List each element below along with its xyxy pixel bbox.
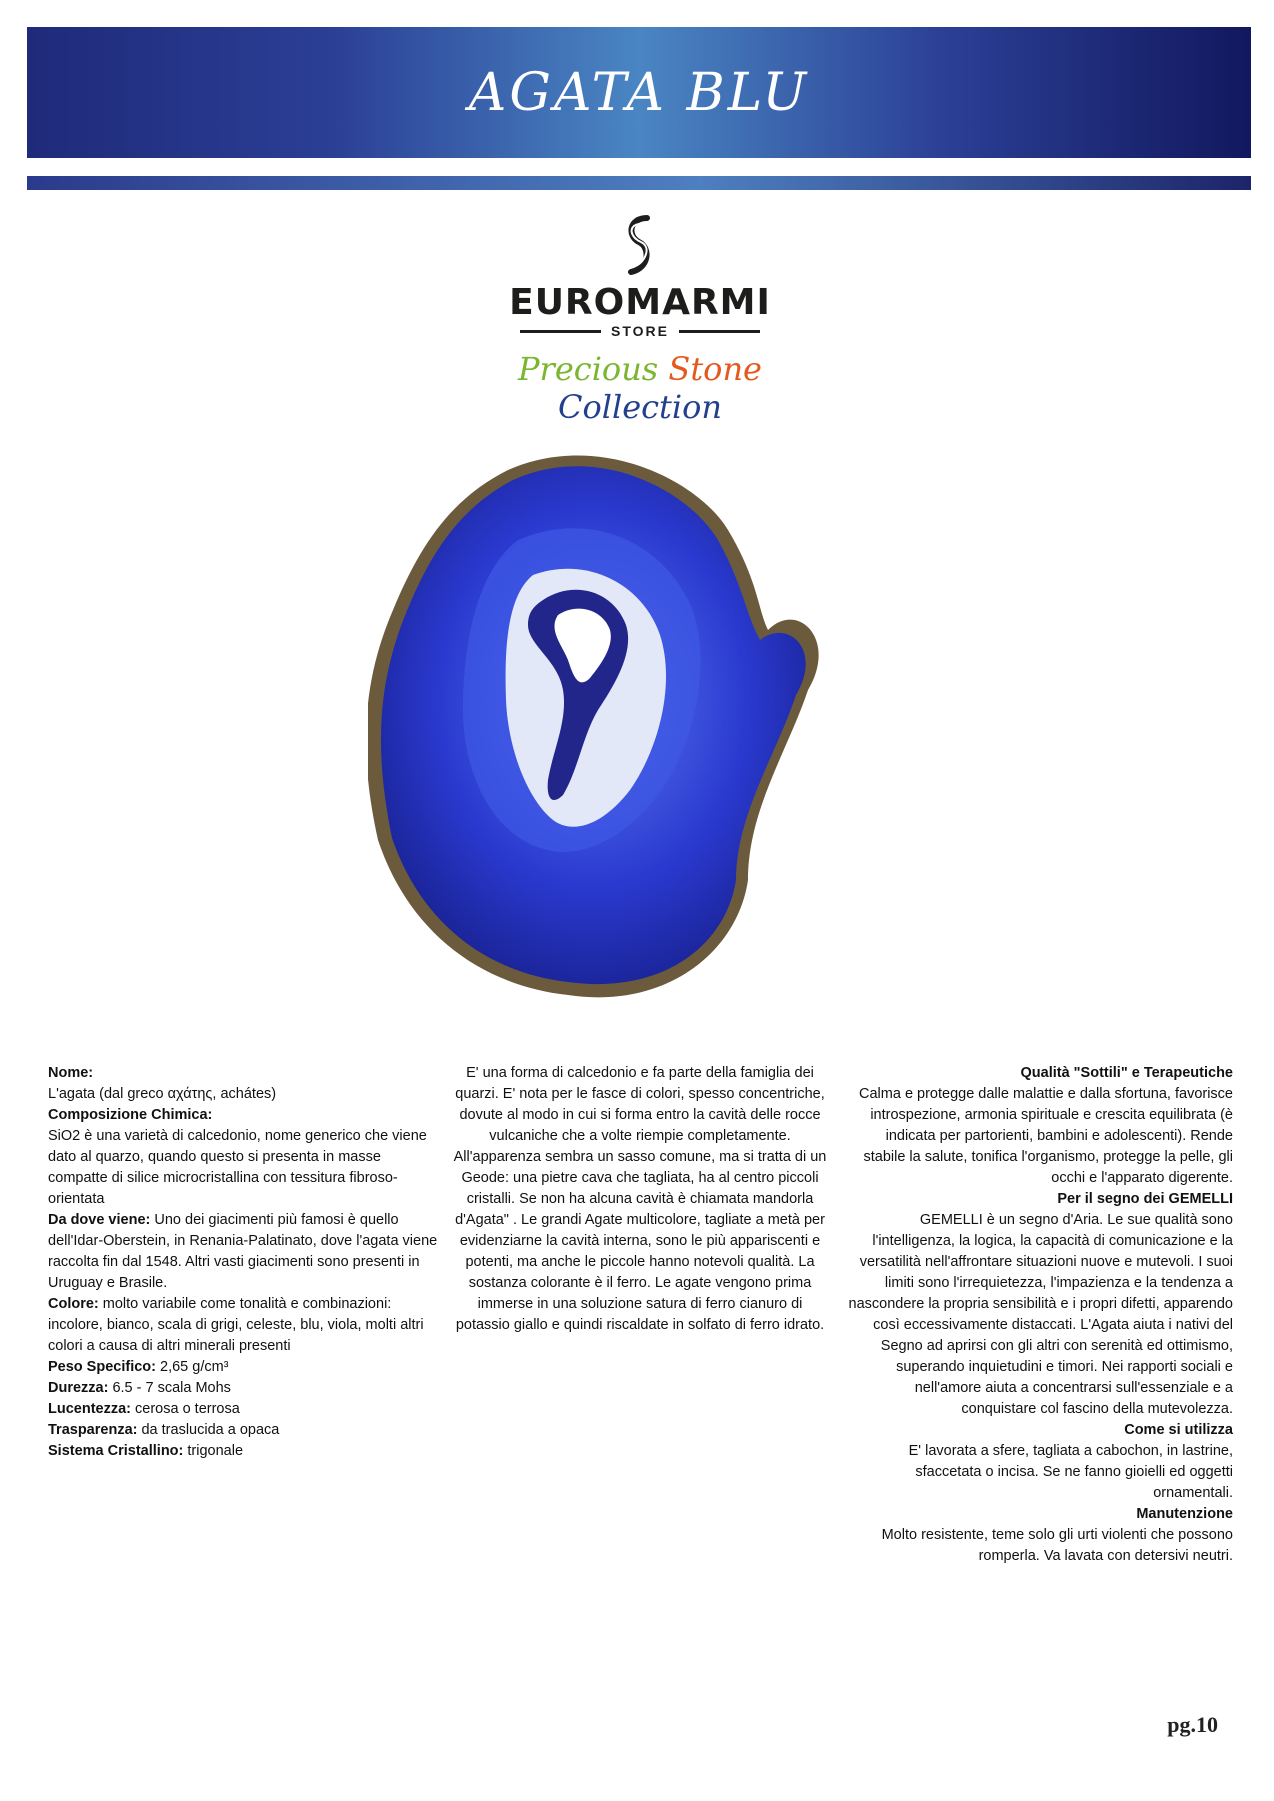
composizione-text: SiO2 è una varietà di calcedonio, nome generico che viene dato al quarzo, quando questo si presenta in masse compatte di silice microcristallina con tessitura fibroso-orientata [48,1128,427,1207]
composizione-label: Composizione Chimica: [48,1107,213,1123]
lucentezza-label: Lucentezza: [48,1401,131,1417]
colore-label: Colore: [48,1296,99,1312]
nome-label: Nome: [48,1065,94,1081]
qualita-label: Qualità "Sottili" e Terapeutiche [1020,1065,1233,1081]
peso-text: 2,65 g/cm³ [155,1359,229,1375]
provenienza-text: Uno dei giacimenti più famosi è quello dell'Idar-Oberstein, in Renania-Palatinato, dove l'agata viene raccolta fin dal 1548. Altri vasti giacimenti sono presenti in Uruguay e Brasile. [48,1212,438,1291]
properties-column [48,1063,438,1462]
durezza-label: Durezza: [48,1380,109,1396]
colore-text: molto variabile come tonalità e combinazioni: incolore, bianco, scala di grigi, celeste, blu, viola, molti altri colori a causa di altri minerali presenti [48,1296,424,1354]
trasparenza-text: da traslucida a opaca [137,1422,280,1438]
description-text: E' una forma di calcedonio e fa parte della famiglia dei quarzi. E' nota per le fasce di colori, spesso concentriche, dovute al modo in cui si forma entro la cavità delle rocce vulcaniche che a volte riempie completamente. All'apparenza sembra un sasso comune, ma si tratta di un Geode: una pietre cava che tagliata, ha al centro piccoli cristalli. Se non ha alcuna cavità è chiamata mandorla d'Agata" . Le grandi Agate multicolore, tagliate a metà per evidenziarne la cavità interna, sono le più appariscenti e potenti, ma anche le piccole hanno notevoli qualità. La sostanza colorante è il ferro. Le agate vengono prima immerse in una soluzione satura di ferro cianuro di potassio giallo e quindi riscaldate in solfato di ferro idrato. [453,1065,827,1333]
divider [679,330,760,333]
uso-label: Come si utilizza [1124,1422,1233,1438]
manutenzione-label: Manutenzione [1136,1506,1233,1522]
euromarmi-logo-icon [609,212,669,282]
sistema-text: trigonale [183,1443,244,1459]
description-column [450,1063,830,1336]
segno-text: GEMELLI è un segno d'Aria. Le sue qualità sono l'intelligenza, la logica, la capacità di comunicazione e la versatilità nell'affrontare situazioni nuove e mutevoli. I suoi limiti sono l'irrequietezza, l'impazienza e la tendenza a nascondere la propria sensibilità e i propri difetti, apparendo così eccessivamente distaccati. L'Agata aiuta i nativi del Segno ad aprirsi con gli altri con serenità ed ottimismo, superando inquietudini e timori. Nei rapporti sociali e nell'amore aiuta a concentrarsi sull'essenziale e a conquistare col fascino della mutevolezza. [848,1212,1233,1417]
qualita-text: Calma e protegge dalle malattie e dalla sfortuna, favorisce introspezione, armonia spirituale e crescita equilibrata (è indicata per partorienti, bambini e adolescenti). Rende stabile la salute, tonifica l'organismo, protegge la pelle, gli occhi e l'apparato digerente. [859,1086,1233,1186]
collection-word-3: Collection [557,388,723,426]
durezza-text: 6.5 - 7 scala Mohs [108,1380,231,1396]
page-number: pg.10 [1167,1712,1218,1737]
page-title: AGATA BLU [468,62,810,123]
lucentezza-text: cerosa o terrosa [131,1401,240,1417]
sistema-label: Sistema Cristallino: [48,1443,184,1459]
nome-text: L'agata (dal greco αχάτης, achátes) [48,1086,277,1102]
uso-text: E' lavorata a sfere, tagliata a cabochon, in lastrine, sfaccetata o incisa. Se ne fanno gioielli ed oggetti ornamentali. [908,1443,1233,1501]
agate-slice-image [368,450,898,1020]
segno-label: Per il segno dei GEMELLI [1057,1191,1233,1207]
divider [520,330,601,333]
collection-title [470,350,810,426]
peso-label: Peso Specifico: [48,1359,156,1375]
manutenzione-text: Molto resistente, teme solo gli urti violenti che possono romperla. Va lavata con detersivi neutri. [881,1527,1233,1564]
header-banner [27,27,1251,158]
collection-word-2: Stone [668,350,762,388]
collection-word-1: Precious [518,350,659,388]
header-rule [27,176,1251,190]
brand-store-row [520,321,760,341]
trasparenza-label: Trasparenza: [48,1422,138,1438]
brand-sub: STORE [611,323,669,339]
provenienza-label: Da dove viene: [48,1212,151,1228]
qualities-column [845,1063,1233,1567]
brand-name: EUROMARMI [509,282,771,323]
